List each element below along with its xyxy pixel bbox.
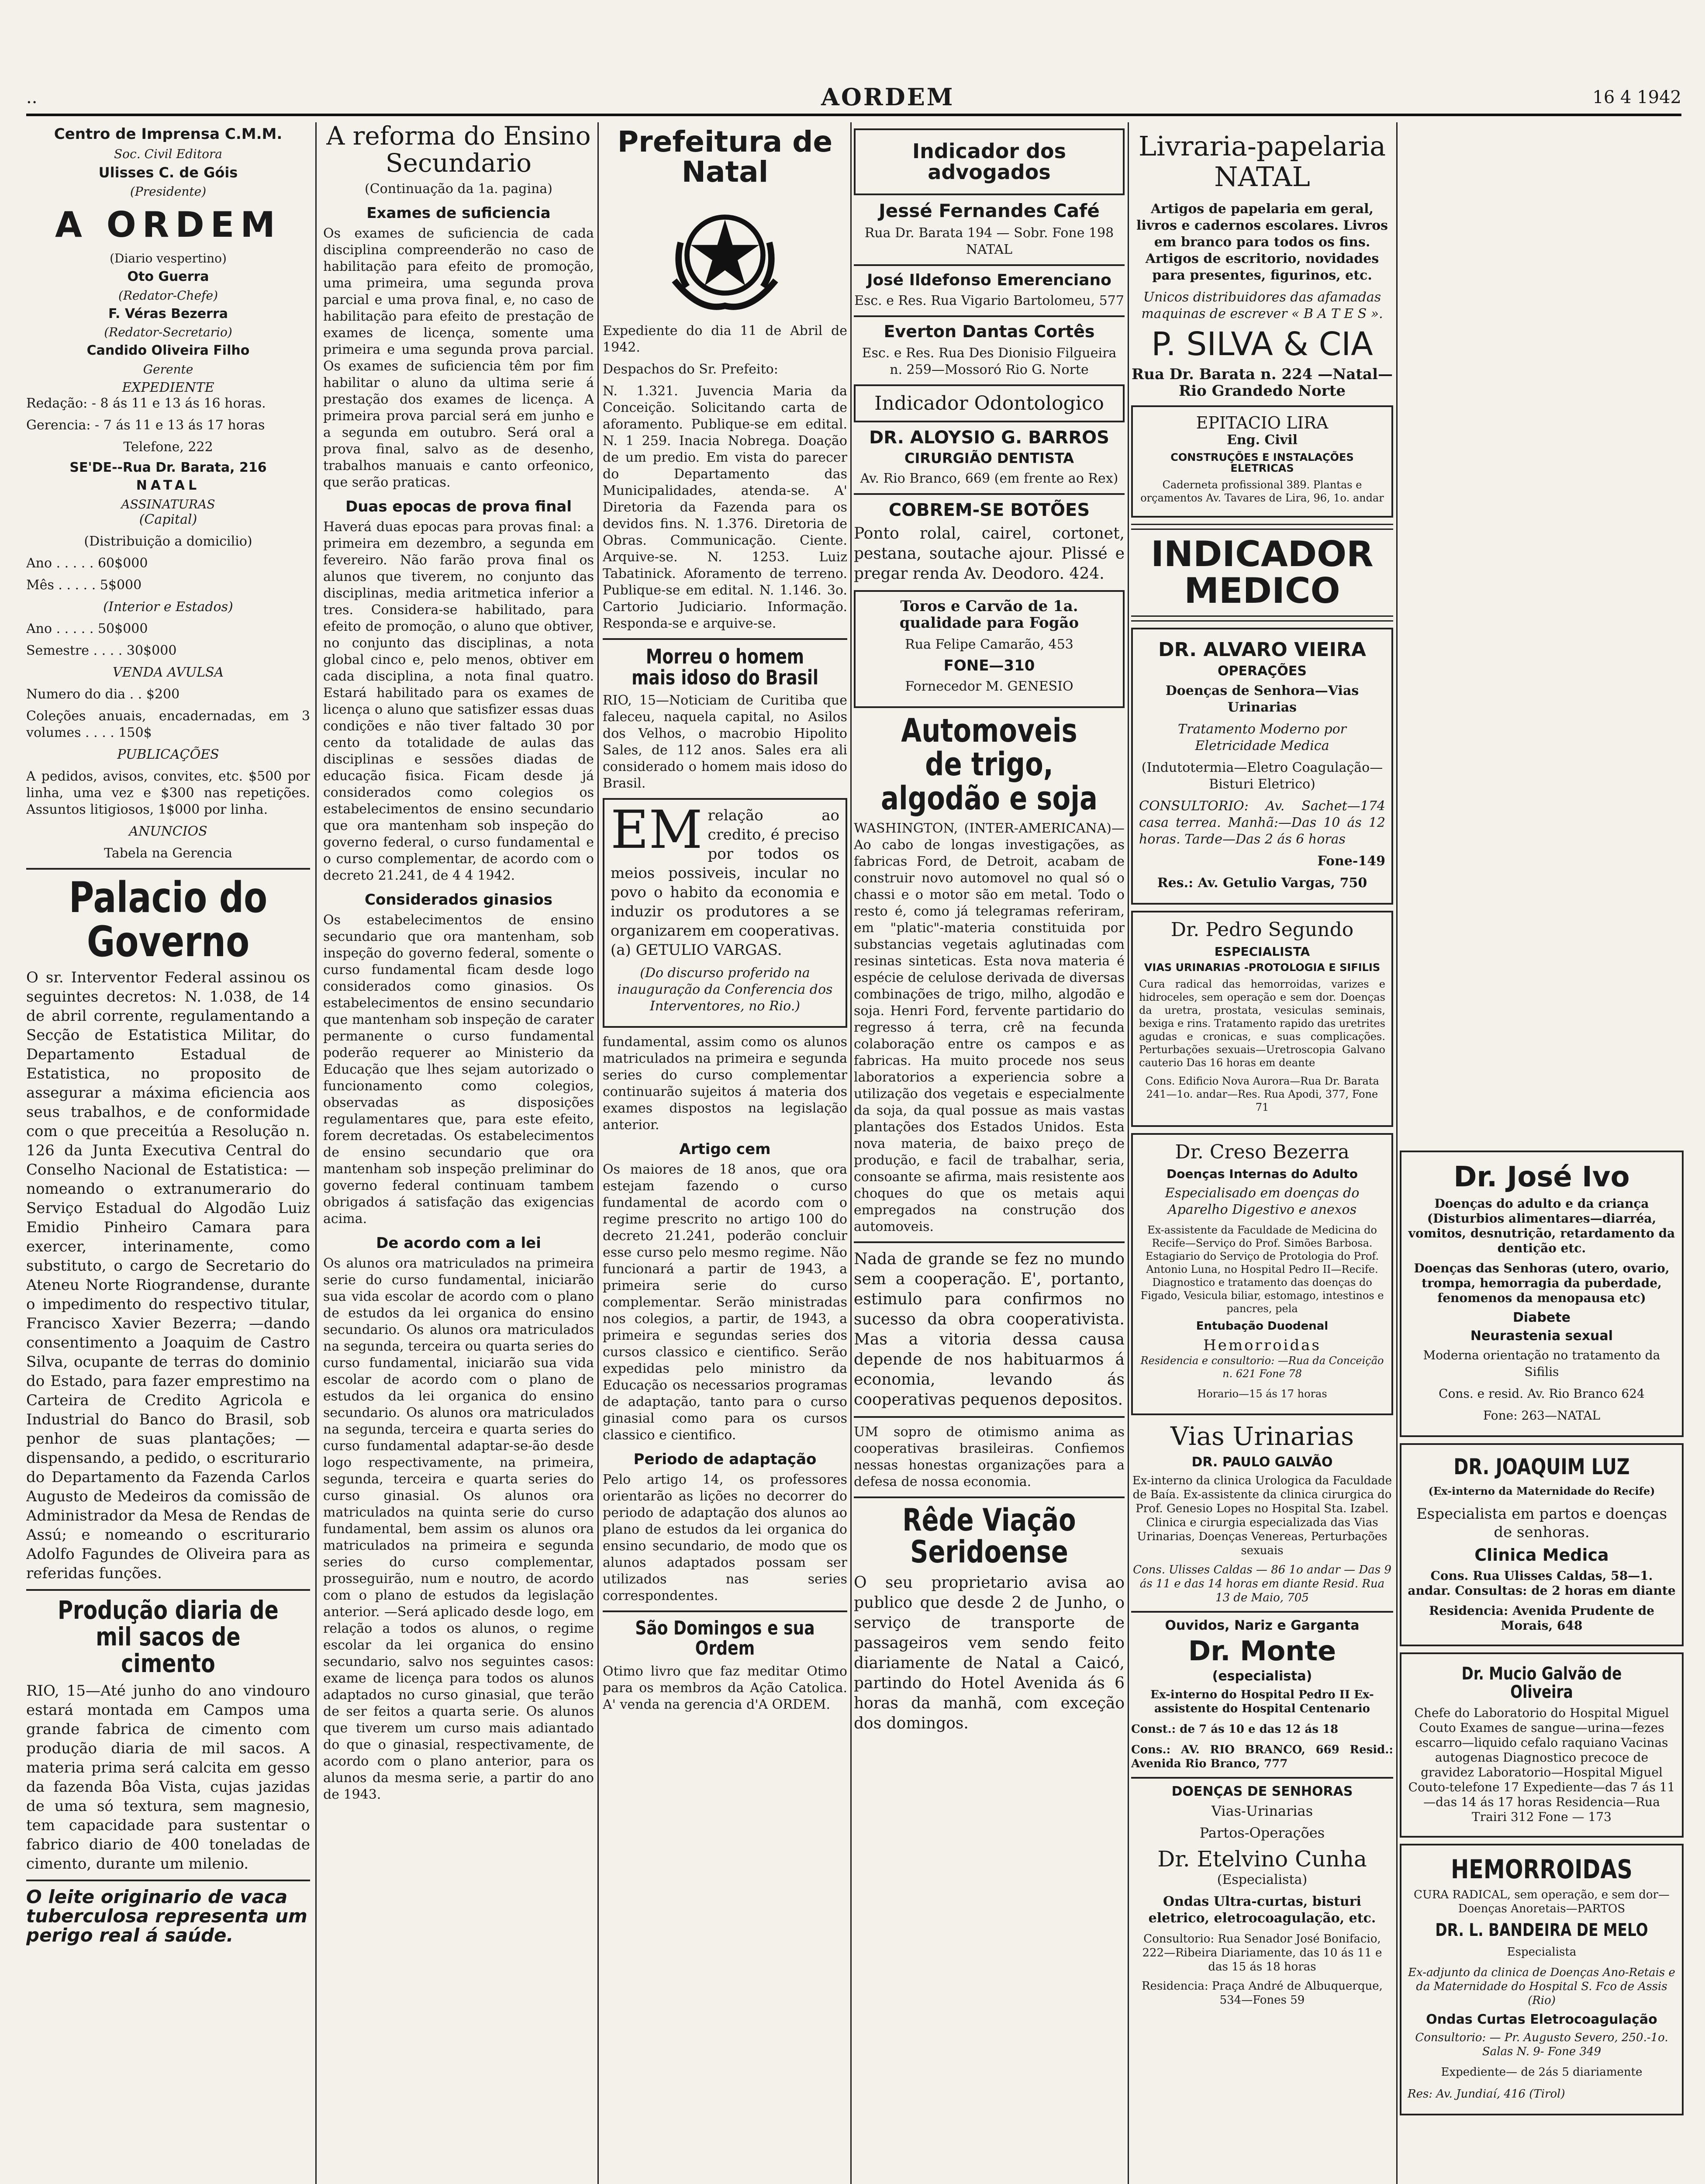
- indicador-medico-headline: INDICADOR MEDICO: [1151, 534, 1374, 612]
- company-sub: Soc. Civil Editora: [114, 146, 223, 161]
- vias-doctor: DR. PAULO GALVÃO: [1191, 1455, 1333, 1470]
- vargas-source: (Do discurso proferido na inauguração da Conferencia dos Interventores, no Rio.): [617, 965, 833, 1014]
- creso-especialidade: Especialisado em doenças do Aparelho Digestivo e anexos: [1165, 1185, 1360, 1217]
- epitacio-text: Caderneta profissional 389. Plantas e orçamentos Av. Tavares de Lira, 96, 1o. andar: [1140, 479, 1384, 505]
- sao-domingos-text: Otimo livro que faz meditar Otimo para os membros da Ação Catolica. A' venda na gerencia d'A ORDEM.: [603, 1663, 847, 1712]
- joaquim-box: [1400, 1443, 1684, 1646]
- dentist-role: CIRURGIÃO DENTISTA: [904, 450, 1074, 467]
- avulsa-label: VENDA AVULSA: [112, 664, 224, 680]
- price-year-interior: Ano . . . . . 50$000: [26, 621, 148, 636]
- column-1: [26, 122, 310, 1949]
- ivo-name: Dr. José Ivo: [1453, 1161, 1630, 1193]
- creso-name: Dr. Creso Bezerra: [1175, 1141, 1350, 1164]
- etelvino-residencia: Residencia: Praça André de Albuquerque, 534—Fones 59: [1142, 1980, 1383, 2007]
- sede-address: SE'DE--Rua Dr. Barata, 216: [69, 460, 267, 475]
- ensino-text-4: Os alunos ora matriculados na primeira serie do curso fundamental, iniciarão sua vida escolar de acordo com o plano de estudos da lei organica do ensino secundario. Os alunos ora matriculados na segunda, terceira ou quarta series do curso fundamental, iniciarão sua vida escolar de acordo com o plano de estudos da lei organica do ensino secundario. Os alunos ora matriculados na segunda, terceira e quarta series do curso fundamental adaptar-se-ão desde logo respectivamente, na primeira, segunda, terceira e quarta series do curso ginasial. Os alunos ora matriculados na quinta serie do curso fundamental, bem assim os alunos ora matriculados na primeira e segunda series do curso complementar, prosseguirão, num e noutro, de acordo com o plano de estudos da legislação anterior. —Será aplicado desde logo, em relação a todos os alunos, o regime escolar da lei organica do ensino secundario, salvo nos seguintes casos: exame de licença para todos os alunos adaptados no curso ginasial, que terão de ser feitos a quarta serie. Os alunos que tiverem um curso mais adiantado do que o ginasial, respectivamente, de acordo com o plano anterior, para os alunos da mesma serie, a partir do ano de 1943.: [323, 1256, 594, 1802]
- silva-address: Rua Dr. Barata n. 224 —Natal—Rio Grandedo Norte: [1131, 365, 1393, 400]
- automoveis-text: WASHINGTON, (INTER-AMERICANA)—Ao cabo de longas investigações, as fabricas Ford, de Detroit, acabam de construir novo automovel no qual só o chassi e o motor são em metal. Todo o resto é, como já telegramas referiram, em "platic"-materia constituida por substancias vegetais aglutinadas com resinas sinteticas. Esta nova materia é espécie de celulose derivada de diversas combinações de trigo, milho, algodão e soja. Henri Ford, fervente partidario do regresso á terra, crê na fecunda colaboração entre os campos e as fabricas. Ha muito procede nos seus laboratorios a experiencia sobre a utilização dos vegetais e especialmente da soja, da qual possue as mais vastas plantações dos Estados Unidos. Esta nova materia, de baixo preço de produção, e facil de trabalhar, seria, consoante se afirma, mais resistente aos choques do que os metais aqui empregados na construção dos automoveis.: [854, 820, 1125, 1234]
- ensino-cont: (Continuação da 1a. pagina): [365, 181, 552, 197]
- colecoes-price: Coleções anuais, encadernadas, em 3 volumes . . . . 150$: [26, 708, 310, 740]
- melo-especialista: Especialista: [1507, 1945, 1577, 1959]
- staff-3-role: Gerente: [143, 362, 193, 377]
- odonto-box: [854, 384, 1125, 422]
- dentist-address: Av. Rio Branco, 669 (em frente ao Rex): [860, 470, 1118, 486]
- masthead-left: ..: [26, 87, 38, 107]
- ivo-box: [1400, 1151, 1684, 1437]
- pedro-name: Dr. Pedro Segundo: [1170, 918, 1354, 941]
- rede-text: O seu proprietario avisa ao publico que desde 2 de Junho, o serviço de transporte de passageiros vem sendo feito diariamente de Natal a Caicó, partindo do Hotel Avenida ás 6 horas da manhã, com exceção dos domingos.: [854, 1573, 1125, 1732]
- palacio-text: O sr. Interventor Federal assinou os seguintes decretos: N. 1.038, de 14 de abril corrente, regulamentando a Secção de Estatistica Militar, do Departamento Estadual de Estatistica, no proposito de assegurar a máxima eficiencia aos seus trabalhos, e de conformidade com o que preceitúa a Resolução n. 126 da Junta Executiva Central do Conselho Nacional de Estatistica: —nomeando o extranumerario do Serviço Estadual do Algodão Luiz Emidio Pinheiro Camara para exercer, interinamente, como substituto, o cargo de Secretario do Ateneu Norte Riograndense, durante o impedimento do respectivo titular, Francisco Xavier Bezerra; —dando consentimento a Joaquim de Castro Silva, ocupante de terras do dominio do Estado, para fazer emprestimo na Carteira de Credito Agricola e Industrial do Banco do Brasil, sob penhor de suas plantações; —dispensando, a pedido, o escriturario do Departamento da Fazenda Carlos Augusto de Medeiros da comissão de Administrador da Mesa de Rendas de Assú; e nomeando o escriturario Adolfo Fagundes de Oliveira para as referidas funções.: [26, 969, 310, 1583]
- artigo-sub: Artigo cem: [679, 1140, 771, 1158]
- prefeitura-headline: Prefeitura de Natal: [617, 125, 833, 189]
- staff-2-role: (Redator-Secretario): [104, 325, 232, 340]
- vargas-quote-box: [603, 798, 847, 1028]
- vargas-quote: relação ao credito, é preciso por todos os meios possiveis, incular no povo o habito da economia e induzir os produtores a se organizarem em cooperativas. (a) GETULIO VARGAS.: [611, 807, 839, 959]
- staff-3: Candido Oliveira Filho: [86, 343, 250, 359]
- lawyer-2-name: José Ildefonso Emerenciano: [867, 271, 1111, 289]
- staff-1-role: (Redator-Chefe): [118, 288, 218, 303]
- column-rule: [1396, 122, 1398, 2184]
- hemorroidas-box: [1400, 1844, 1684, 2116]
- monte-consultorio: Cons.: AV. RIO BRANCO, 669 Resid.: Avenida Rio Branco, 777: [1131, 1743, 1393, 1770]
- creso-hemorroidas: Hemorroidas: [1203, 1337, 1321, 1355]
- creso-text: Ex-assistente da Faculdade de Medicina do Recife—Serviço do Prof. Simões Barbosa. Estagiario do Serviço de Protologia do Prof. Antonio Luna, no Hospital Pedro II—Recife. Diagnostico e tratamento das doenças do Figado, Vesicula biliar, estomago, intestinos e pancres, pela: [1140, 1223, 1384, 1315]
- anuncios-label: ANUNCIOS: [129, 823, 207, 839]
- leite-notice: O leite originario de vaca tuberculosa representa um perigo real á saúde.: [26, 1886, 307, 1946]
- melo-ondas: Ondas Curtas Eletrocoagulação: [1426, 2011, 1657, 2027]
- pedro-box: [1131, 911, 1393, 1127]
- livraria-dist: Unicos distribuidores das afamadas maquinas de escrever « B A T E S ».: [1141, 290, 1383, 321]
- pedro-consultorio: Cons. Edificio Nova Aurora—Rua Dr. Barata 241—1o. andar—Res. Rua Apodi, 377, Fone 71: [1145, 1075, 1379, 1114]
- publicacoes-label: PUBLICAÇÕES: [117, 746, 219, 762]
- etelvino-especialista: (Especialista): [1217, 1872, 1308, 1888]
- ivo-text-2: Doenças das Senhoras (utero, ovario, trompa, hemorragia da puberdade, fenomenos da menopausa etc): [1414, 1261, 1670, 1306]
- expediente-label: EXPEDIENTE: [122, 380, 214, 395]
- etelvino-consultorio: Consultorio: Rua Senador José Bonifacio, 222—Ribeira Diariamente, das 10 ás 11 e das 15 ás 18 horas: [1142, 1932, 1382, 1974]
- monte-top: Ouvidos, Nariz e Garganta: [1165, 1617, 1360, 1633]
- senhoras-headline: DOENÇAS DE SENHORAS: [1171, 1783, 1353, 1799]
- alvaro-box: [1131, 628, 1393, 905]
- melo-name: DR. L. BANDEIRA DE MELO: [1435, 1920, 1648, 1940]
- rede-headline: Rêde Viação Seridoense: [902, 1502, 1076, 1570]
- ivo-diabete: Diabete: [1513, 1310, 1570, 1326]
- periodo-sub: Periodo de adaptação: [633, 1451, 817, 1469]
- vias-consultorio: Cons. Ulisses Caldas — 86 1o andar — Das 9 ás 11 e das 14 horas em diante Resid. Rua 13 de Maio, 705: [1133, 1563, 1391, 1604]
- toros-address: Rua Felipe Camarão, 453: [905, 636, 1073, 652]
- morreu-text: RIO, 15—Noticiam de Curitiba que faleceu, naquela capital, no Asilos dos Velhos, o macrobio Hipolito Sales, de 112 anos. Sales era ali considerado o homem mais idoso do Brasil.: [603, 693, 847, 791]
- ivo-consultorio: Cons. e resid. Av. Rio Branco 624: [1439, 1386, 1645, 1401]
- ensino-sub-3: Considerados ginasios: [365, 891, 552, 909]
- masthead: [26, 83, 1681, 116]
- alvaro-doencas: Doenças de Senhora—Vias Urinarias: [1165, 683, 1359, 715]
- hemorroidas-text: CURA RADICAL, sem operação, e sem dor— Doenças Anoretais—PARTOS: [1414, 1888, 1670, 1915]
- monte-name: Dr. Monte: [1188, 1635, 1336, 1667]
- alvaro-operacoes: OPERAÇÕES: [1218, 663, 1307, 679]
- epitacio-box: [1131, 405, 1393, 518]
- numero-price: Numero do dia . . $200: [26, 686, 180, 702]
- alvaro-fone: Fone-149: [1317, 853, 1385, 869]
- sede-city: NATAL: [136, 478, 200, 494]
- ivo-neurastenia: Neurastenia sexual: [1470, 1328, 1613, 1344]
- mucio-name: Dr. Mucio Galvão de Oliveira: [1461, 1663, 1622, 1702]
- mucio-box: [1400, 1652, 1684, 1838]
- palacio-headline: Palacio do Governo: [69, 873, 268, 966]
- pedro-sub: VIAS URINARIAS -PROTOLOGIA E SIFILIS: [1144, 961, 1381, 974]
- cobrem-text: Ponto rolal, cairel, cortonet, pestana, soutache ajour. Plissé e pregar renda Av. Deodoro. 424.: [854, 524, 1125, 583]
- mucio-text: Chefe do Laboratorio do Hospital Miguel Couto Exames de sangue—urina—fezes escarro—liquido cefalo raquiano Vacinas autogenas Diagnostico precoce de gravidez Laboratorio—Hospital Miguel Couto-telefone 17 Expediente—das 7 ás 11—das 14 ás 17 horas Residencia—Rua Trairi 312 Fone — 173: [1408, 1705, 1675, 1824]
- senhoras-partos: Partos-Operações: [1199, 1825, 1325, 1842]
- epitacio-name: EPITACIO LIRA: [1196, 413, 1329, 432]
- epitacio-sub: CONSTRUÇÕES E INSTALAÇÕES ELETRICAS: [1170, 451, 1354, 474]
- column-rule: [315, 122, 317, 2184]
- toros-fornecedor: Fornecedor M. GENESIO: [905, 678, 1073, 694]
- paper-sub: (Diario vespertino): [110, 251, 227, 266]
- toros-box: [854, 590, 1125, 708]
- livraria-headline: Livraria-papelaria NATAL: [1138, 130, 1386, 193]
- melo-consultorio: Consultorio: — Pr. Augusto Severo, 250.-1o. Salas N. 9- Fone 349: [1415, 2031, 1668, 2059]
- dentist-name: DR. ALOYSIO G. BARROS: [869, 428, 1109, 448]
- lawyer-3-address: Esc. e Res. Rua Des Dionisio Filgueira n. 259—Mossoró Rio G. Norte: [862, 346, 1117, 378]
- alvaro-name: DR. ALVARO VIEIRA: [1158, 639, 1366, 661]
- melo-expediente: Expediente— de 2ás 5 diariamente: [1441, 2066, 1643, 2079]
- price-month-capital: Mês . . . . . 5$000: [26, 577, 142, 593]
- automoveis-headline: Automoveis de trigo, algodão e soja: [881, 712, 1098, 818]
- staff-1: Oto Guerra: [127, 269, 209, 285]
- prefeitura-text: N. 1.321. Juvencia Maria da Conceição. Solicitando carta de aforamento. Publique-se em edital. N. 1 259. Inacia Nobrega. Doação de um predio. Em vista do parecer do Departamento das Municipalidades, atenda-se. A' Diretoria da Fazenda para os devidos fins. N. 1.376. Diretoria de Obras. Communicação. Ciente. Arquive-se. N. 1253. Luiz Tabatinick. Aforamento de terreno. Publique-se em edital. N. 1.146. 3o. Cartorio Judiciario. Informação. Responda-se e arquive-se.: [603, 383, 847, 631]
- joaquim-name: DR. JOAQUIM LUZ: [1453, 1454, 1630, 1480]
- nada-text: Nada de grande se fez no mundo sem a cooperação. E', portanto, estimulo para confirmos no sucesso da obra cooperativista. Mas a vitoria dessa causa depende de nos habituarmos á economia, levando ás cooperativas pequenos depositos.: [854, 1250, 1125, 1409]
- ensino-text-7: Pelo artigo 14, os professores orientarão as lições no decorrer do periodo de adaptação dos alunos ao plano de estudos da lei organica do ensino secundario, de modo que os alunos adaptados possam ser utilizados nas series correspondentes.: [603, 1472, 847, 1604]
- creso-horario: Horario—15 ás 17 horas: [1197, 1388, 1327, 1400]
- joaquim-residencia: Residencia: Avenida Prudente de Morais, 648: [1429, 1603, 1655, 1633]
- joaquim-especialista: Especialista em partos e doenças de senhoras.: [1416, 1505, 1667, 1541]
- column-rule: [1128, 122, 1129, 2184]
- ensino-text-2: Haverá duas epocas para provas final: a primeira em dezembro, a segunda em fevereiro. Não farão prova final os alunos que tiverem, no conjunto das disciplinas, media aritmetica inferior a tres. Considera-se habilitado, para efeito de promoção, o aluno que obtiver, no conjunto das disciplinas, a nota global cinco e, pelo menos, obtiver em cada disciplina, a nota final quatro. Estará habilitado para os exames de licença o aluno que satisfizer essas duas condições e não tiver faltado 30 por cento da totalidade de aulas das disciplinas e sessões diadas de educação fisica. Ficam desde já considerados como colegios os estabelecimentos de ensino secundario que ora mantenham sob inspeção do governo federal, o curso fundamental e o curso complementar, de acordo com o decreto 21.241, de 4 4 1942.: [323, 519, 594, 883]
- column-rule: [597, 122, 599, 2184]
- masthead-title: AORDEM: [821, 83, 955, 111]
- alvaro-tratamento: Tratamento Moderno por Eletricidade Medica: [1178, 721, 1346, 753]
- ivo-text-1: Doenças do adulto e da criança (Disturbios alimentares—diarréa, vomitos, desnutrição, retardamento da dentição etc.: [1408, 1196, 1675, 1256]
- publicacoes-text: A pedidos, avisos, convites, etc. $500 por linha, uma vez e $300 nas repetições. Assuntos litigiosos, 1$000 por linha.: [26, 768, 310, 817]
- advogados-box: [854, 128, 1125, 195]
- paper-name: A ORDEM: [55, 204, 282, 245]
- joaquim-consultorio: Cons. Rua Ulisses Caldas, 58—1. andar. Consultas: de 2 horas em diante: [1408, 1568, 1676, 1598]
- um-sopro-text: UM sopro de otimismo anima as cooperativas brasileiras. Confiemos nessas honestas organizações para a defesa de nossa economia.: [854, 1424, 1125, 1489]
- redacao-hours: Redação: - 8 ás 11 e 13 ás 16 horas.: [26, 395, 266, 411]
- lawyer-1-name: Jessé Fernandes Café: [879, 200, 1100, 221]
- hemorroidas-headline: HEMORROIDAS: [1451, 1854, 1633, 1885]
- producao-text: RIO, 15—Até junho do ano vindouro estará montada em Campos uma grande fabrica de cimento com produção diaria de mil sacos. A materia prima será calcita em gesso da fazenda Bôa Vista, cujas jazidas de uma só textura, sem magnesio, tem capacidade para sustentar o fabrico diario de 400 toneladas de cimento, durante um milenio.: [26, 1682, 310, 1873]
- alvaro-consultorio: CONSULTORIO: Av. Sachet—174 casa terrea. Manhã:—Das 10 ás 12 horas. Tarde—Das 2 ás 6 horas: [1139, 798, 1385, 847]
- creso-box: [1131, 1133, 1393, 1415]
- director-name: Ulisses C. de Góis: [98, 164, 238, 181]
- vias-headline: Vias Urinarias: [1170, 1421, 1354, 1451]
- melo-text: Ex-adjunto da clinica de Doenças Ano-Retais e da Maternidade do Hospital S. Fco de Assis (Rio): [1408, 1966, 1675, 2007]
- em-initial: EM: [611, 800, 703, 861]
- ivo-moderna: Moderna orientação no tratamento da Sifilis: [1423, 1348, 1660, 1379]
- cobrem-title: COBREM-SE BOTÕES: [888, 500, 1090, 520]
- ivo-fone: Fone: 263—NATAL: [1483, 1408, 1601, 1423]
- coat-of-arms-icon: [662, 192, 788, 318]
- etelvino-name: Dr. Etelvino Cunha: [1157, 1846, 1367, 1872]
- joaquim-clinica: Clinica Medica: [1474, 1545, 1609, 1565]
- ensino-headline: A reforma do Ensino Secundario: [326, 122, 591, 178]
- vias-text: Ex-interno da clinica Urologica da Faculdade de Baía. Ex-assistente da clinica cirurgica do Prof. Genesio Lopes no Hospital Sta. Izabel. Clinica e cirurgia especializada das Vias Urinarias, Doenças Venereas, Perturbações sexuais: [1132, 1474, 1392, 1557]
- director-role: (Presidente): [130, 184, 207, 199]
- ensino-sub-2: Duas epocas de prova final: [345, 498, 572, 515]
- pedro-text: Cura radical das hemorroidas, varizes e hidroceles, sem operação e sem dor. Doenças da uretra, prostata, vesiculas seminais, bexiga e rins. Tratamento rapido das uretrites agudas e cronicas, e suas complicações. Perturbações sexuais—Uretroscopia Galvano cauterio Das 16 horas em deante: [1139, 978, 1385, 1069]
- toros-text: Toros e Carvão de 1a. qualidade para Fogão: [899, 597, 1079, 632]
- lawyer-3-name: Everton Dantas Cortês: [884, 322, 1095, 342]
- column-4: [854, 122, 1125, 1739]
- lawyer-1-address: Rua Dr. Barata 194 — Sobr. Fone 198 NATAL: [864, 225, 1114, 257]
- melo-residencia: Res: Av. Jundiaí, 416 (Tirol): [1408, 2087, 1565, 2101]
- prefeitura-despachos: Despachos do Sr. Prefeito:: [603, 361, 778, 377]
- monte-especialista: (especialista): [1212, 1669, 1312, 1684]
- monte-horario: Const.: de 7 ás 10 e das 12 ás 18: [1131, 1722, 1339, 1736]
- ensino-text-3: Os estabelecimentos de ensino secundario que ora mantenham, sob inspeção do governo federal, somente o curso fundamental ficam desde logo considerados como ginasios. Os estabelecimentos de ensino secundario que mantenham sob inspeção de carater permanente o curso fundamental poderão requerer ao Ministerio da Educação que lhes sejam autorizado o funcionamento como colegios, observadas as disposições regulamentares que, para este efeito, forem decretadas. Os estabelecimentos de ensino secundario que ora mantenham sob inspeção preliminar do governo federal continuam tambem obrigados á satisfação das exigencias acima.: [323, 912, 594, 1227]
- ensino-sub-1: Exames de suficiencia: [366, 204, 551, 222]
- creso-entubacao: Entubação Duodenal: [1196, 1319, 1329, 1333]
- odonto-title: Indicador Odontologico: [874, 392, 1104, 415]
- creso-doencas: Doenças Internas do Adulto: [1167, 1167, 1358, 1182]
- creso-residencia: Residencia e consultorio: —Rua da Conceição n. 621 Fone 78: [1140, 1355, 1384, 1380]
- distrib-label: (Distribuição a domicilio): [84, 533, 252, 549]
- masthead-date: 16 4 1942: [1592, 87, 1681, 107]
- monte-text: Ex-interno do Hospital Pedro II Ex-assistente do Hospital Centenario: [1150, 1688, 1374, 1715]
- sao-domingos-headline: São Domingos e sua Ordem: [635, 1617, 815, 1660]
- etelvino-text: Ondas Ultra-curtas, bisturi eletrico, eletrocoagulação, etc.: [1148, 1894, 1376, 1926]
- telefone: Telefone, 222: [123, 439, 213, 455]
- toros-fone: FONE—310: [943, 657, 1035, 674]
- column-2: [323, 122, 594, 1808]
- ensino-sub-4: De acordo com a lei: [376, 1234, 541, 1252]
- pedro-especialista: ESPECIALISTA: [1214, 944, 1310, 959]
- senhoras-vias: Vias-Urinarias: [1211, 1803, 1313, 1820]
- interior-label: (Interior e Estados): [103, 599, 233, 615]
- morreu-headline: Morreu o homem mais idoso do Brasil: [632, 644, 818, 689]
- joaquim-ex: (Ex-interno da Maternidade do Recife): [1428, 1484, 1655, 1497]
- livraria-text: Artigos de papelaria em geral, livros e cadernos escolares. Livros em branco para todos os fins. Artigos de escritorio, novidades para presentes, figurinos, etc.: [1136, 201, 1388, 283]
- epitacio-role: Eng. Civil: [1226, 432, 1298, 448]
- company-name: Centro de Imprensa C.M.M.: [54, 125, 283, 143]
- ensino-text-5: fundamental, assim como os alunos matriculados na primeira e segunda series do curso complementar continuarão sujeitos á materia dos exames dispostos na legislação anterior.: [603, 1034, 847, 1133]
- column-rule: [850, 122, 852, 2184]
- alvaro-indutotermia: (Indutotermia—Eletro Coagulação—Bisturi Eletrico): [1141, 760, 1383, 792]
- ensino-text-1: Os exames de suficiencia de cada disciplina compreenderão no caso de habilitação para efeito de promoção, uma primeira, uma segunda prova parcial e uma prova final, e, no caso de habilitação para efeito de prestação de exames de licença, somente uma primeira e uma segunda prova parcial. Os exames de suficiencia têm por fim habilitar o aluno da ultima serie á prestação dos exames de licença. A primeira prova parcial será em junho e a segunda em outubro. Será oral a prova final, salvo as de desenho, trabalhos manuais e canto orfeonico, que serão praticas.: [323, 226, 594, 490]
- advogados-title: Indicador dos advogados: [912, 139, 1066, 184]
- staff-2: F. Véras Bezerra: [108, 306, 228, 321]
- producao-headline: Produção diaria de mil sacos de cimento: [58, 1595, 279, 1679]
- prefeitura-expediente: Expediente do dia 11 de Abril de 1942.: [603, 323, 847, 355]
- silva-name: P. SILVA & CIA: [1151, 325, 1373, 363]
- assinaturas-label: ASSINATURAS: [121, 497, 215, 511]
- price-year-capital: Ano . . . . . 60$000: [26, 555, 148, 571]
- lawyer-2-address: Esc. e Res. Rua Vigario Bartolomeu, 577: [854, 293, 1124, 309]
- column-6: [1400, 1144, 1684, 2122]
- tabela-label: Tabela na Gerencia: [104, 845, 232, 861]
- capital-label: (Capital): [139, 511, 197, 527]
- gerencia-hours: Gerencia: - 7 ás 11 e 13 ás 17 horas: [26, 417, 265, 433]
- column-3: [603, 122, 847, 1718]
- alvaro-residencia: Res.: Av. Getulio Vargas, 750: [1157, 875, 1367, 891]
- ensino-text-6: Os maiores de 18 anos, que ora estejam fazendo o curso fundamental de acordo com o regime prescrito no artigo 100 do decreto 21.241, poderão concluir esse curso pelo mesmo regime. Não funcionará a partir de 1943, a primeira serie do curso complementar. Serão ministradas nos colegios, a partir, de 1943, a primeira e segundas series dos cursos classico e cientifico. Serão expedidas pelo ministro da Educação os necessarios programas de adaptação, tanto para o curso ginasial como para os cursos classico e cientifico.: [603, 1162, 847, 1443]
- column-5: [1131, 122, 1393, 2012]
- price-semester-interior: Semestre . . . . 30$000: [26, 643, 177, 658]
